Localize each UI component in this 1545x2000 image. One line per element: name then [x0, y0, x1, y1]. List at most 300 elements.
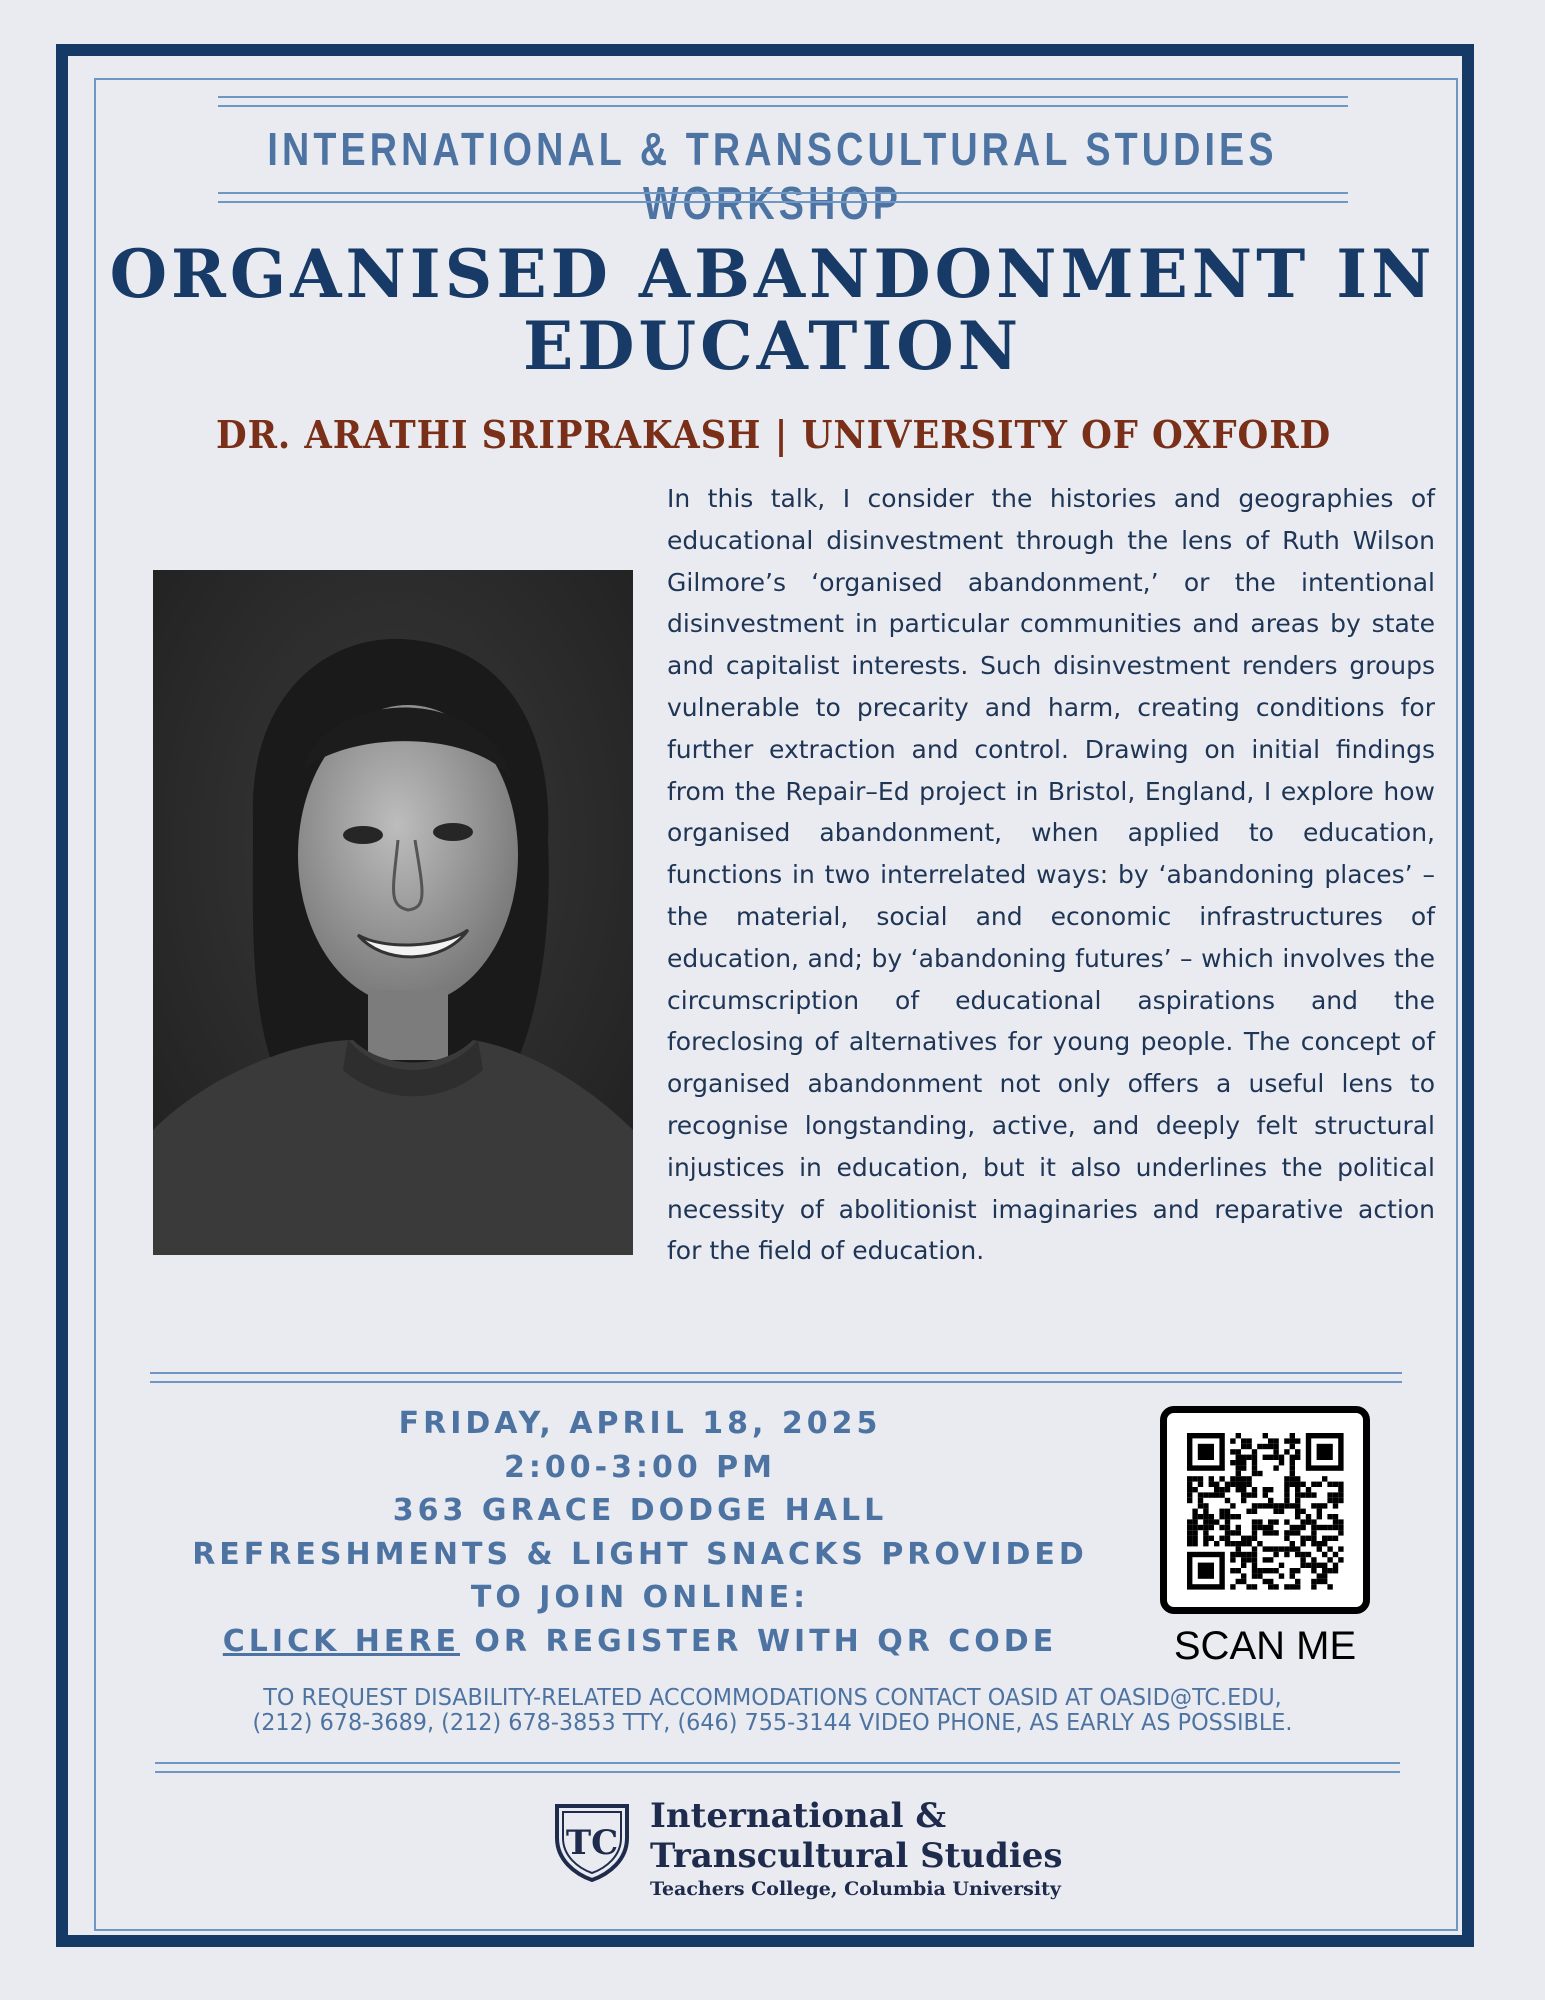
qr-module [1306, 1552, 1311, 1557]
qr-module [1219, 1476, 1224, 1481]
qr-module [1284, 1438, 1289, 1443]
qr-module [1284, 1482, 1289, 1487]
qr-module [1236, 1514, 1241, 1519]
accessibility-notice [140, 1686, 1406, 1736]
qr-module [1257, 1503, 1262, 1508]
qr-module [1257, 1519, 1262, 1524]
qr-module [1322, 1503, 1327, 1508]
qr-module [1209, 1536, 1214, 1541]
qr-module [1263, 1444, 1268, 1449]
qr-module [1252, 1455, 1257, 1460]
qr-module [1230, 1568, 1235, 1573]
qr-module [1187, 1476, 1192, 1481]
qr-module [1230, 1482, 1235, 1487]
qr-module [1279, 1573, 1284, 1578]
qr-module [1268, 1487, 1273, 1492]
qr-module [1295, 1514, 1300, 1519]
qr-module [1333, 1498, 1338, 1503]
qr-module [1219, 1536, 1224, 1541]
qr-module [1306, 1514, 1311, 1519]
qr-module [1338, 1487, 1343, 1492]
event-date: FRIDAY, APRIL 18, 2025 [398, 1406, 882, 1441]
qr-module [1273, 1584, 1278, 1589]
qr-module [1203, 1514, 1208, 1519]
qr-module [1311, 1482, 1316, 1487]
qr-module [1338, 1498, 1343, 1503]
qr-module [1317, 1525, 1322, 1530]
qr-module [1252, 1465, 1257, 1470]
qr-module [1236, 1552, 1241, 1557]
qr-module [1284, 1498, 1289, 1503]
qr-module [1290, 1503, 1295, 1508]
qr-module [1300, 1552, 1305, 1557]
qr-module [1322, 1476, 1327, 1481]
qr-module [1192, 1514, 1197, 1519]
accessibility-line2: (212) 678-3689, (212) 678-3853 TTY, (646) 755-3144 VIDEO PHONE, AS EARLY AS POSSIBLE. [252, 1710, 1293, 1736]
qr-module [1209, 1519, 1214, 1524]
qr-module [1295, 1438, 1300, 1443]
qr-module [1236, 1530, 1241, 1535]
qr-module [1219, 1487, 1224, 1492]
qr-finder-center [1317, 1444, 1333, 1460]
qr-module [1327, 1546, 1332, 1551]
qr-module [1192, 1509, 1197, 1514]
qr-module [1214, 1541, 1219, 1546]
qr-module [1246, 1482, 1251, 1487]
qr-module [1187, 1519, 1192, 1524]
qr-module [1203, 1541, 1208, 1546]
qr-module [1241, 1579, 1246, 1584]
qr-module [1246, 1552, 1251, 1557]
qr-module [1236, 1433, 1241, 1438]
qr-module [1263, 1525, 1268, 1530]
qr-module [1263, 1433, 1268, 1438]
qr-module [1268, 1525, 1273, 1530]
qr-module [1241, 1444, 1246, 1449]
qr-module [1241, 1465, 1246, 1470]
qr-module [1306, 1563, 1311, 1568]
qr-module [1290, 1476, 1295, 1481]
qr-module [1230, 1557, 1235, 1562]
qr-module [1273, 1503, 1278, 1508]
qr-module [1246, 1455, 1251, 1460]
qr-module [1333, 1514, 1338, 1519]
qr-module [1252, 1536, 1257, 1541]
qr-module [1263, 1568, 1268, 1573]
qr-module [1203, 1503, 1208, 1508]
qr-module [1214, 1482, 1219, 1487]
qr-module [1236, 1568, 1241, 1573]
header-rule-top [218, 96, 1348, 98]
qr-module [1284, 1449, 1289, 1454]
qr-module [1225, 1536, 1230, 1541]
qr-module [1263, 1503, 1268, 1508]
qr-module [1322, 1525, 1327, 1530]
qr-module [1209, 1476, 1214, 1481]
qr-module [1268, 1444, 1273, 1449]
qr-module [1279, 1503, 1284, 1508]
logo-text-line3: Teachers College, Columbia University [650, 1878, 1061, 1900]
qr-module [1322, 1579, 1327, 1584]
speaker-photo [153, 570, 633, 1255]
qr-module [1219, 1509, 1224, 1514]
qr-module [1273, 1444, 1278, 1449]
qr-module [1198, 1498, 1203, 1503]
qr-module [1295, 1579, 1300, 1584]
qr-module [1263, 1487, 1268, 1492]
qr-module [1322, 1541, 1327, 1546]
qr-module [1327, 1536, 1332, 1541]
qr-module [1241, 1498, 1246, 1503]
qr-module [1192, 1476, 1197, 1481]
qr-module [1268, 1546, 1273, 1551]
qr-module [1322, 1552, 1327, 1557]
qr-module [1236, 1525, 1241, 1530]
qr-module [1192, 1487, 1197, 1492]
qr-module [1338, 1492, 1343, 1497]
qr-module [1311, 1584, 1316, 1589]
qr-module [1225, 1509, 1230, 1514]
qr-module [1284, 1503, 1289, 1508]
qr-module [1198, 1514, 1203, 1519]
qr-module [1290, 1482, 1295, 1487]
qr-module [1300, 1492, 1305, 1497]
qr-module [1209, 1482, 1214, 1487]
registration-line [160, 1620, 1120, 1664]
qr-module [1290, 1530, 1295, 1535]
qr-module [1273, 1455, 1278, 1460]
qr-module [1327, 1482, 1332, 1487]
qr-module [1252, 1471, 1257, 1476]
qr-module [1209, 1514, 1214, 1519]
qr-module [1300, 1563, 1305, 1568]
qr-module [1300, 1536, 1305, 1541]
qr-module [1279, 1563, 1284, 1568]
qr-module [1273, 1438, 1278, 1443]
qr-module [1252, 1568, 1257, 1573]
register-text: OR REGISTER WITH QR CODE [459, 1623, 1058, 1659]
qr-module [1295, 1487, 1300, 1492]
qr-module [1252, 1492, 1257, 1497]
qr-module [1252, 1557, 1257, 1562]
qr-module [1252, 1503, 1257, 1508]
qr-module [1230, 1449, 1235, 1454]
qr-module [1295, 1476, 1300, 1481]
qr-module [1273, 1546, 1278, 1551]
qr-module [1284, 1519, 1289, 1524]
speaker-name: DR. ARATHI SRIPRAKASH | UNIVERSITY OF OXFORD [216, 412, 1332, 457]
qr-module [1187, 1530, 1192, 1535]
qr-module [1246, 1438, 1251, 1443]
qr-module [1333, 1568, 1338, 1573]
qr-module [1327, 1498, 1332, 1503]
qr-module [1327, 1525, 1332, 1530]
qr-module [1246, 1509, 1251, 1514]
qr-module [1322, 1568, 1327, 1573]
qr-module [1209, 1492, 1214, 1497]
qr-module [1246, 1444, 1251, 1449]
qr-module [1198, 1482, 1203, 1487]
qr-module [1295, 1455, 1300, 1460]
qr-module [1257, 1525, 1262, 1530]
qr-module [1284, 1530, 1289, 1535]
qr-module [1263, 1530, 1268, 1535]
qr-module [1273, 1465, 1278, 1470]
qr-module [1252, 1525, 1257, 1530]
qr-module [1263, 1546, 1268, 1551]
logo-text-line1: International & [650, 1796, 947, 1836]
qr-module [1290, 1465, 1295, 1470]
qr-module [1257, 1573, 1262, 1578]
qr-module [1290, 1460, 1295, 1465]
qr-module [1311, 1536, 1316, 1541]
qr-module [1306, 1536, 1311, 1541]
qr-module [1241, 1563, 1246, 1568]
qr-module [1252, 1584, 1257, 1589]
qr-module [1263, 1579, 1268, 1584]
footer-rule [155, 1762, 1400, 1764]
qr-module [1295, 1552, 1300, 1557]
qr-module [1187, 1541, 1192, 1546]
qr-module [1306, 1492, 1311, 1497]
qr-module [1311, 1568, 1316, 1573]
qr-module [1236, 1546, 1241, 1551]
qr-module [1273, 1552, 1278, 1557]
qr-module [1317, 1563, 1322, 1568]
qr-module [1311, 1579, 1316, 1584]
qr-module [1225, 1541, 1230, 1546]
qr-module [1257, 1541, 1262, 1546]
qr-module [1279, 1546, 1284, 1551]
qr-module [1333, 1503, 1338, 1508]
qr-module [1306, 1487, 1311, 1492]
qr-module [1311, 1541, 1316, 1546]
qr-module [1241, 1460, 1246, 1465]
qr-module [1295, 1482, 1300, 1487]
qr-module [1252, 1487, 1257, 1492]
qr-module [1252, 1573, 1257, 1578]
qr-module [1295, 1449, 1300, 1454]
qr-module [1322, 1536, 1327, 1541]
qr-module [1187, 1498, 1192, 1503]
qr-module [1241, 1552, 1246, 1557]
qr-module [1241, 1536, 1246, 1541]
qr-module [1187, 1525, 1192, 1530]
qr-module [1268, 1498, 1273, 1503]
qr-module [1338, 1519, 1343, 1524]
qr-module [1311, 1525, 1316, 1530]
qr-module [1311, 1519, 1316, 1524]
qr-finder-center [1198, 1563, 1214, 1579]
qr-module [1338, 1482, 1343, 1487]
workshop-heading: INTERNATIONAL & TRANSCULTURAL STUDIES WORKSHOP [267, 123, 1278, 229]
qr-module [1252, 1449, 1257, 1454]
qr-module [1225, 1514, 1230, 1519]
qr-module [1214, 1492, 1219, 1497]
qr-module [1290, 1584, 1295, 1589]
qr-module [1203, 1519, 1208, 1524]
qr-module [1236, 1482, 1241, 1487]
talk-title-line2: EDUCATION [522, 307, 1023, 385]
details-rule-top [150, 1372, 1402, 1374]
qr-module [1252, 1530, 1257, 1535]
qr-module [1317, 1579, 1322, 1584]
qr-module [1295, 1546, 1300, 1551]
qr-module [1192, 1536, 1197, 1541]
qr-module [1317, 1514, 1322, 1519]
qr-module [1246, 1476, 1251, 1481]
qr-module [1263, 1557, 1268, 1562]
qr-module [1284, 1546, 1289, 1551]
qr-module [1300, 1482, 1305, 1487]
qr-module [1236, 1541, 1241, 1546]
qr-module [1236, 1487, 1241, 1492]
qr-module [1241, 1492, 1246, 1497]
qr-module [1273, 1519, 1278, 1524]
qr-module [1327, 1557, 1332, 1562]
event-refreshments: REFRESHMENTS & LIGHT SNACKS PROVIDED [192, 1536, 1088, 1572]
qr-module [1241, 1487, 1246, 1492]
qr-module [1236, 1449, 1241, 1454]
qr-module [1273, 1509, 1278, 1514]
qr-module [1290, 1525, 1295, 1530]
qr-module [1268, 1438, 1273, 1443]
qr-module [1284, 1476, 1289, 1481]
qr-module [1306, 1519, 1311, 1524]
qr-module [1252, 1519, 1257, 1524]
qr-module [1311, 1557, 1316, 1562]
qr-module [1203, 1492, 1208, 1497]
qr-module [1263, 1455, 1268, 1460]
qr-module [1338, 1557, 1343, 1562]
qr-module [1284, 1487, 1289, 1492]
qr-module [1230, 1460, 1235, 1465]
qr-module [1225, 1498, 1230, 1503]
qr-module [1295, 1498, 1300, 1503]
qr-module [1230, 1514, 1235, 1519]
qr-module [1257, 1471, 1262, 1476]
qr-module [1187, 1487, 1192, 1492]
qr-module [1317, 1546, 1322, 1551]
qr-module [1225, 1482, 1230, 1487]
speaker-portrait-image [153, 570, 633, 1255]
qr-module [1246, 1557, 1251, 1562]
qr-module [1257, 1444, 1262, 1449]
qr-module [1268, 1568, 1273, 1573]
qr-module [1230, 1503, 1235, 1508]
qr-module [1295, 1503, 1300, 1508]
qr-module [1295, 1525, 1300, 1530]
qr-caption: SCAN ME [1173, 1624, 1357, 1668]
qr-module [1230, 1438, 1235, 1443]
qr-module [1187, 1536, 1192, 1541]
event-time: 2:00-3:00 PM [504, 1449, 776, 1485]
qr-module [1252, 1546, 1257, 1551]
qr-module [1295, 1509, 1300, 1514]
qr-module [1225, 1519, 1230, 1524]
qr-module [1290, 1438, 1295, 1443]
qr-module [1284, 1492, 1289, 1497]
qr-module [1198, 1503, 1203, 1508]
talk-abstract: In this talk, I consider the histories and geographies of educational disinvestment through the lens of Ruth Wilson Gilmore’s ‘organised abandonment,’ or the intentional disinvestment in particular communities and areas by state and capitalist interests. Such disinvestment renders groups vulnerable to precarity and harm, creating conditions for further extraction and control. Drawing on initial findings from the Repair–Ed project in Bristol, England, I explore how organised abandonment, when applied to education, functions in two interrelated ways: by ‘abandoning places’ – the material, social and economic infrastructures of education, and; by ‘abandoning futures’ – which involves the circumscription of educational aspirations and the foreclosing of alternatives for young people. The concept of organised abandonment not only offers a useful lens to recognise longstanding, active, and deeply felt structural injustices in education, but it also underlines the political necessity of abolitionist imaginaries and reparative action for the field of education. [667, 484, 1435, 1266]
qr-module [1295, 1492, 1300, 1497]
qr-module [1230, 1552, 1235, 1557]
qr-module [1279, 1509, 1284, 1514]
qr-module [1268, 1584, 1273, 1589]
qr-module [1311, 1492, 1316, 1497]
qr-code[interactable] [1160, 1406, 1370, 1614]
qr-module [1290, 1433, 1295, 1438]
qr-module [1300, 1541, 1305, 1546]
qr-module [1295, 1584, 1300, 1589]
qr-module [1241, 1573, 1246, 1578]
qr-module [1333, 1563, 1338, 1568]
qr-module [1333, 1536, 1338, 1541]
qr-module [1311, 1530, 1316, 1535]
qr-module [1300, 1525, 1305, 1530]
accessibility-line1: TO REQUEST DISABILITY-RELATED ACCOMMODATIONS CONTACT OASID AT OASID@TC.EDU, [263, 1685, 1282, 1711]
qr-module [1241, 1455, 1246, 1460]
qr-module [1290, 1546, 1295, 1551]
qr-module [1230, 1541, 1235, 1546]
qr-module [1252, 1460, 1257, 1465]
qr-module [1333, 1492, 1338, 1497]
qr-module [1203, 1536, 1208, 1541]
qr-module [1317, 1541, 1322, 1546]
qr-module [1236, 1455, 1241, 1460]
qr-module [1268, 1530, 1273, 1535]
header-rule-bottom [218, 192, 1348, 194]
qr-module [1322, 1573, 1327, 1578]
qr-module [1327, 1492, 1332, 1497]
qr-module [1219, 1525, 1224, 1530]
qr-module [1273, 1530, 1278, 1535]
qr-module [1198, 1476, 1203, 1481]
qr-module [1252, 1552, 1257, 1557]
tc-shield-icon [551, 1798, 633, 1882]
qr-module [1338, 1525, 1343, 1530]
qr-module [1273, 1568, 1278, 1573]
qr-module [1300, 1519, 1305, 1524]
qr-module [1268, 1579, 1273, 1584]
qr-module [1252, 1509, 1257, 1514]
qr-module [1284, 1584, 1289, 1589]
qr-finder-center [1198, 1444, 1214, 1460]
talk-title-line1: ORGANISED ABANDONMENT IN [109, 235, 1436, 313]
qr-module [1268, 1503, 1273, 1508]
qr-module [1187, 1492, 1192, 1497]
qr-module [1290, 1573, 1295, 1578]
qr-module [1338, 1546, 1343, 1551]
qr-module [1246, 1536, 1251, 1541]
qr-module [1225, 1525, 1230, 1530]
qr-module [1268, 1519, 1273, 1524]
qr-module [1246, 1541, 1251, 1546]
qr-module [1290, 1444, 1295, 1449]
qr-module [1241, 1476, 1246, 1481]
click-here-link[interactable]: CLICK HERE [222, 1623, 460, 1659]
qr-module [1333, 1525, 1338, 1530]
qr-module [1290, 1541, 1295, 1546]
qr-module [1327, 1584, 1332, 1589]
qr-module [1230, 1530, 1235, 1535]
qr-module [1241, 1482, 1246, 1487]
qr-module [1241, 1557, 1246, 1562]
qr-module [1214, 1519, 1219, 1524]
qr-module [1225, 1487, 1230, 1492]
qr-module [1311, 1503, 1316, 1508]
qr-module [1203, 1525, 1208, 1530]
